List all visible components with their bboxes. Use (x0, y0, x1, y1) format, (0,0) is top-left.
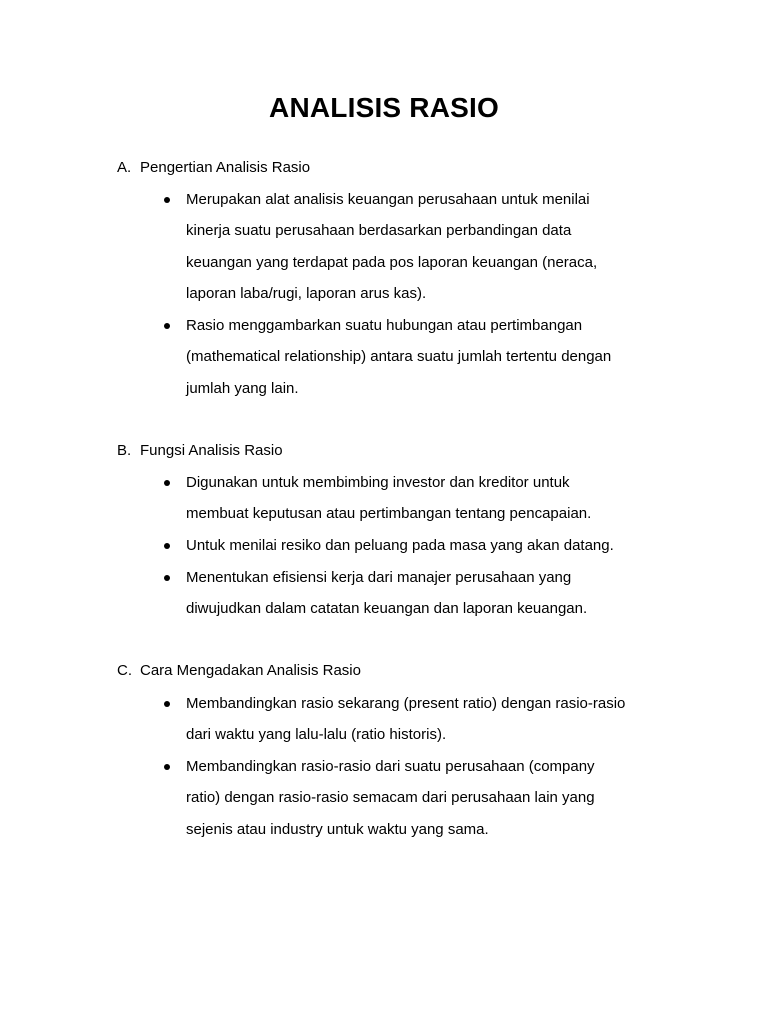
bullet-icon (164, 543, 170, 549)
text-line: Digunakan untuk membimbing investor dan kreditor untuk (186, 474, 570, 491)
list-item (186, 184, 686, 309)
section-letter: C. (117, 662, 132, 679)
bullet-icon (164, 480, 170, 486)
section-letter: B. (117, 442, 132, 459)
text-line: laporan laba/rugi, laporan arus kas). (186, 284, 427, 302)
section-heading-c (117, 661, 361, 681)
bullet-icon (164, 575, 170, 581)
text-line: dari waktu yang lalu-lalu (ratio historis). (186, 726, 447, 744)
text-line: jumlah yang lain. (186, 379, 299, 397)
text-line: Membandingkan rasio-rasio dari suatu perusahaan (company (186, 758, 595, 775)
text-line: Membandingkan rasio sekarang (present ratio) dengan rasio-rasio (186, 695, 626, 712)
section-heading-a (117, 158, 310, 178)
bullet-icon (164, 764, 170, 770)
text-line: diwujudkan dalam catatan keuangan dan laporan keuangan. (186, 600, 588, 618)
text-line: kinerja suatu perusahaan berdasarkan perbandingan data (186, 222, 572, 240)
section-letter: A. (117, 159, 132, 176)
list-item (186, 562, 686, 625)
section-title: Cara Mengadakan Analisis Rasio (140, 662, 361, 679)
list-item (186, 751, 686, 845)
bullet-icon (164, 701, 170, 707)
bullet-icon (164, 323, 170, 329)
document-title: ANALISIS RASIO (269, 92, 499, 123)
list-item (186, 530, 686, 561)
bullet-icon (164, 197, 170, 203)
text-line: (mathematical relationship) antara suatu jumlah tertentu dengan (186, 348, 612, 366)
text-line: ratio) dengan rasio-rasio semacam dari perusahaan lain yang (186, 789, 595, 807)
list-item (186, 688, 686, 751)
section-title: Pengertian Analisis Rasio (140, 159, 311, 176)
section-heading-b (117, 441, 283, 461)
text-line: Menentukan efisiensi kerja dari manajer perusahaan yang (186, 569, 572, 586)
text-line: membuat keputusan atau pertimbangan tentang pencapaian. (186, 505, 592, 523)
text-line: Untuk menilai resiko dan peluang pada masa yang akan datang. (186, 537, 614, 554)
text-line: keuangan yang terdapat pada pos laporan keuangan (neraca, (186, 253, 598, 271)
list-item (186, 310, 686, 404)
list-item (186, 467, 686, 530)
text-line: sejenis atau industry untuk waktu yang sama. (186, 820, 489, 838)
section-title: Fungsi Analisis Rasio (140, 442, 283, 459)
text-line: Merupakan alat analisis keuangan perusahaan untuk menilai (186, 191, 590, 208)
text-line: Rasio menggambarkan suatu hubungan atau pertimbangan (186, 317, 583, 334)
